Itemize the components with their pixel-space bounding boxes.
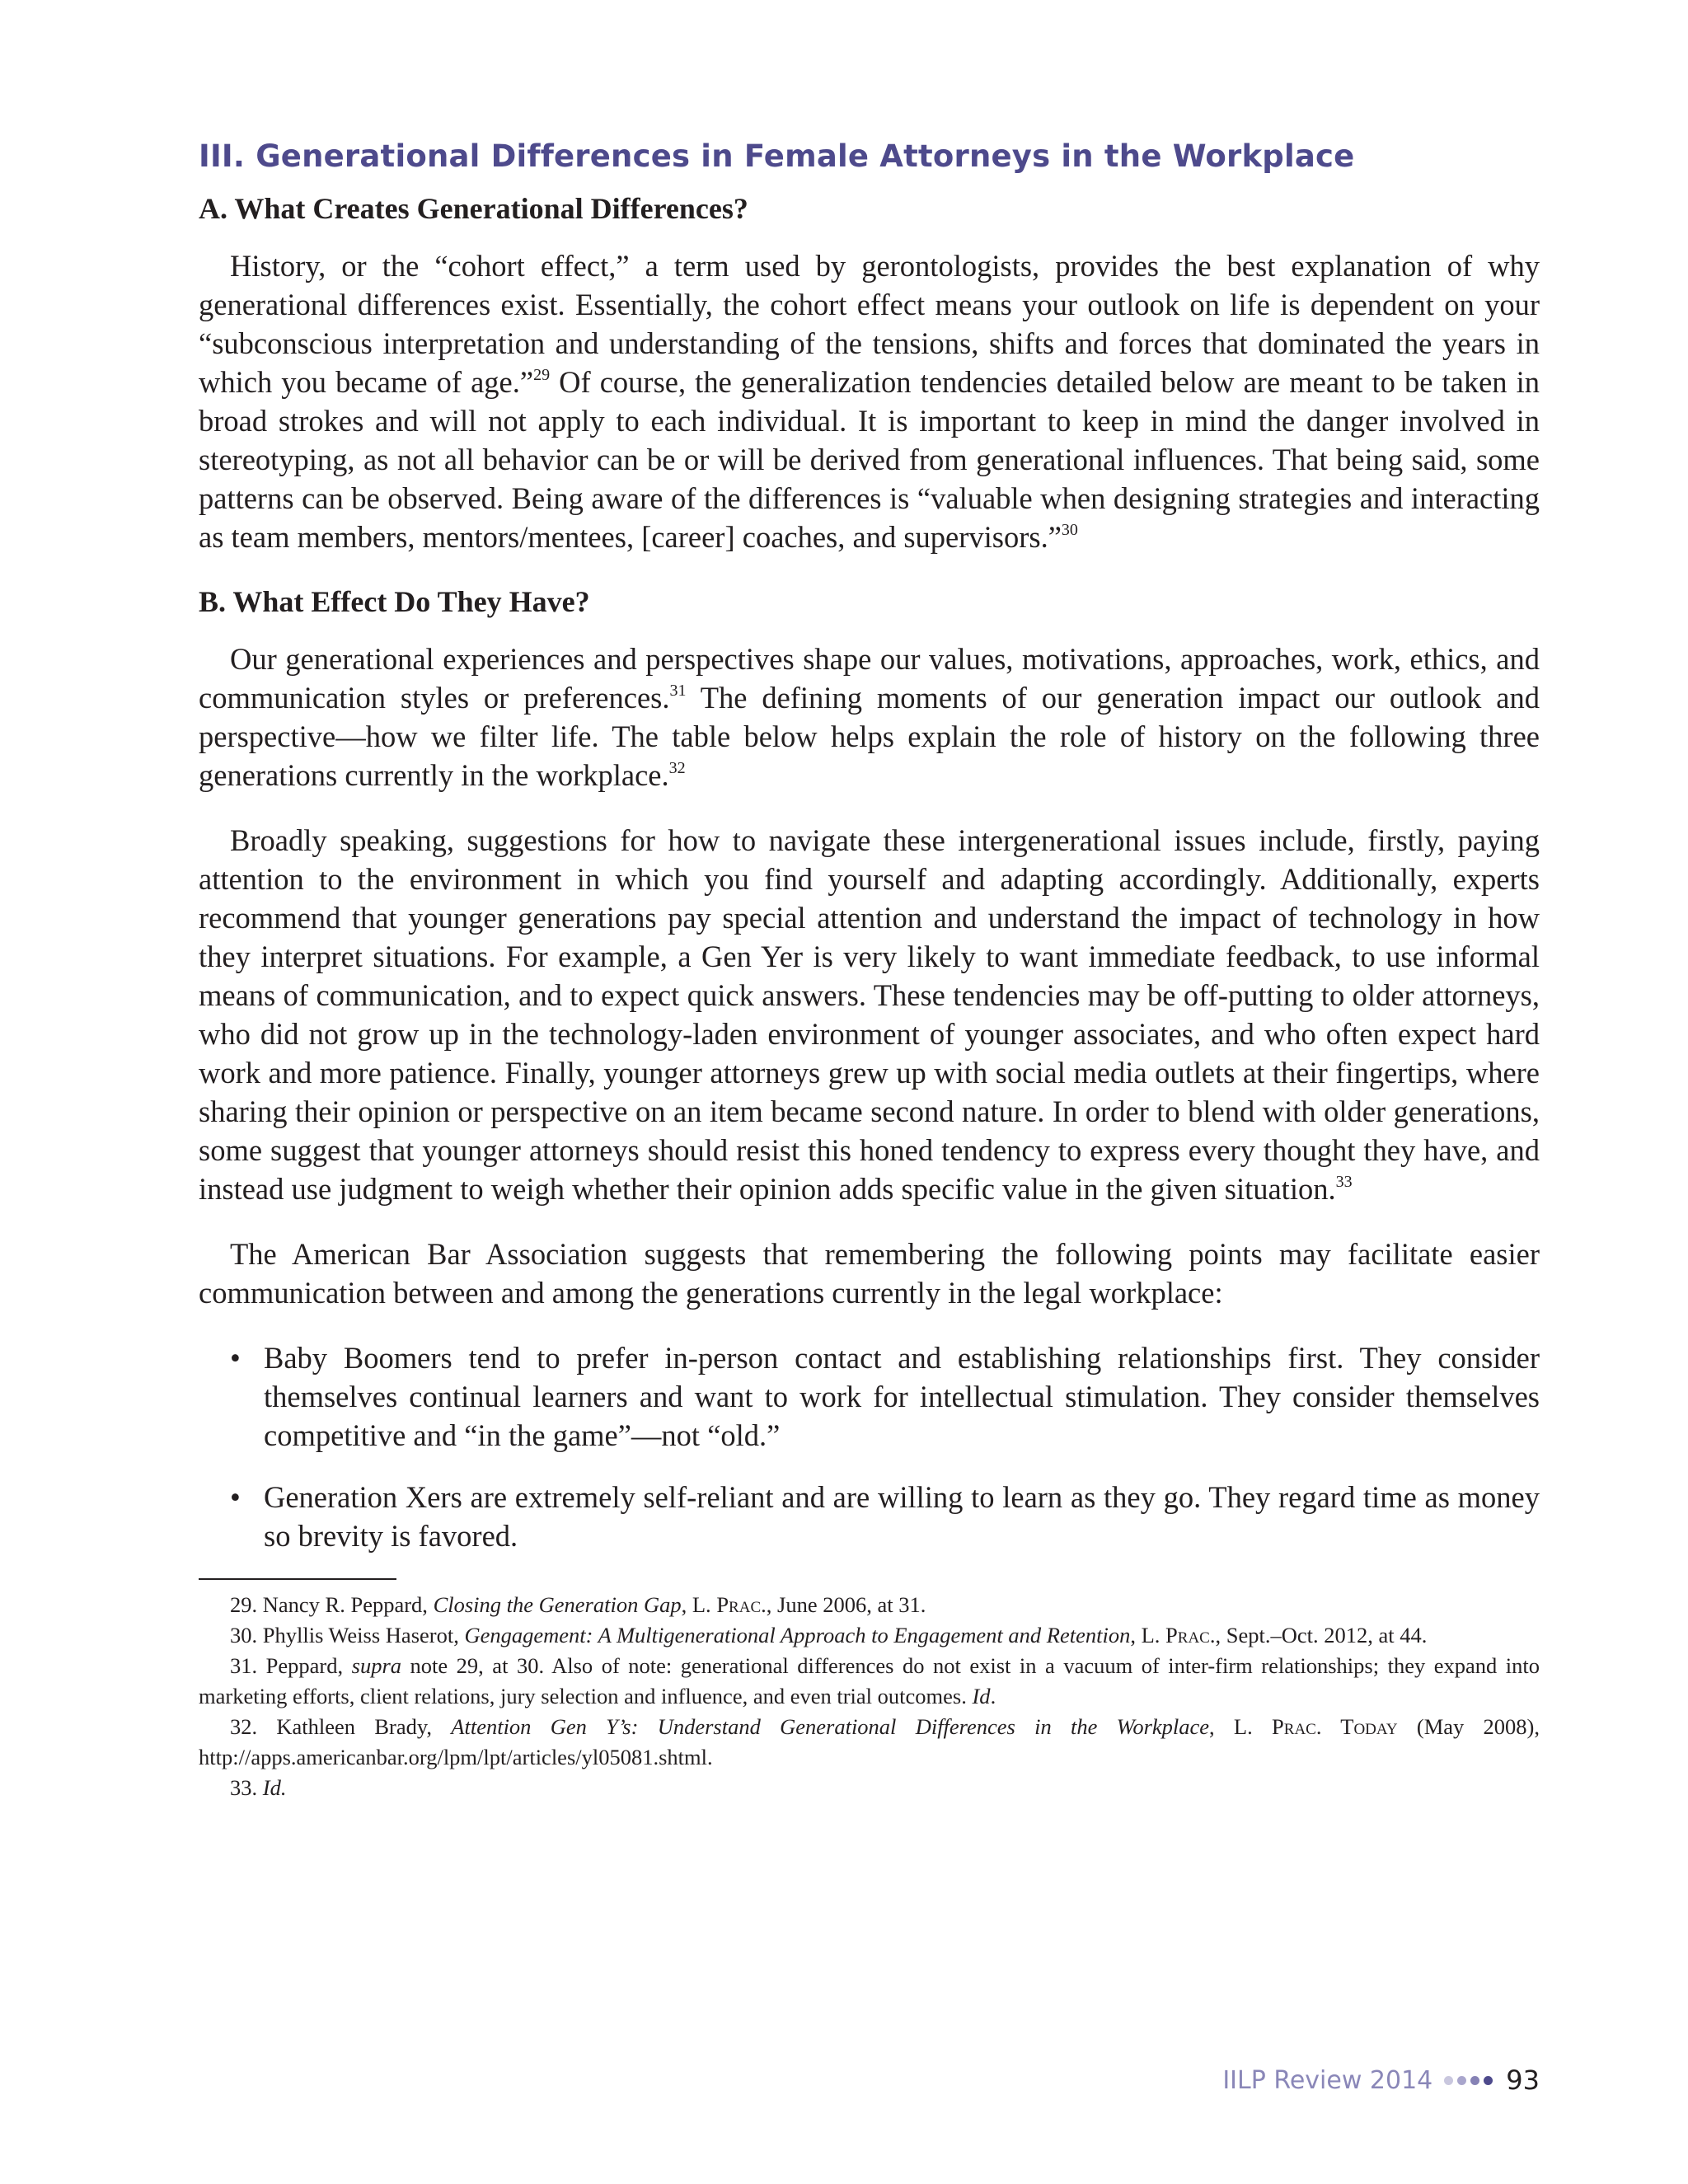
footnote-ref-33[interactable]: 33 — [1335, 1172, 1353, 1191]
dot-icon — [1457, 2076, 1466, 2085]
footer-dots-icon — [1444, 2076, 1493, 2085]
footnote-32: 32. Kathleen Brady, Attention Gen Y’s: Understand Generational Differences in the Workplace, L. Prac. Today (May 2008), http://apps.americanbar.org/lpm/lpt/articles/yl05081.shtml. — [199, 1713, 1540, 1769]
footnote-29: 29. Nancy R. Peppard, Closing the Generation Gap, L. Prac., June 2006, at 31. — [230, 1591, 926, 1617]
journal-title: IILP Review 2014 — [1222, 2065, 1433, 2095]
paragraph-b2: Broadly speaking, suggestions for how to navigate these intergenerational issues include, firstly, paying attention to the environment in which you find yourself and adapting accordingly. Additionally, experts recommend that younger generations pay special attention and understand the impact of technology in how they interpret situations. For example, a Gen Yer is very likely to want immediate feedback, to use informal means of communication, and to expect quick answers. These tendencies may be off-putting to older attorneys, who did not grow up in the technology-laden environment of younger associates, and who often expect hard work and more patience. Finally, younger attorneys grew up with social media outlets at their fingertips, where sharing their opinion or perspective on an item became second nature. In order to blend with older generations, some suggest that younger attorneys should resist this honed tendency to express every thought they have, and instead use judgment to weigh whether their opinion adds specific value in the given situation.$^{33}$ — [199, 823, 1540, 1206]
paragraph-a1: History, or the “cohort effect,” a term used by gerontologists, provides the best explanation of why generational differences exist. Essentially, the cohort effect means your outlook on life is dependent on your “subconscious interpretation and understanding of the tensions, shifts and forces that dominated the years in which you became of age.”$^{29}$ Of course, the generalization tendencies detailed below are meant to be taken in broad strokes and will not apply to each individual. It is important to keep in mind the danger involved in stereotyping, as not all behavior can be or will be derived from generational influences. That being said, some patterns can be observed. Being aware of the differences is “valuable when designing strategies and interacting as team members, mentors/mentees, [career] coaches, and supervisors.”$^{30}$ — [199, 249, 1540, 555]
list-item: • Generation Xers are extremely self-reliant and are willing to learn as they go. They regard time as money so brevity is favored. — [199, 1478, 1540, 1555]
subheading-b: B. What Effect Do They Have? — [199, 585, 590, 619]
footnote-ref-29[interactable]: 29 — [533, 366, 551, 385]
article-body — [199, 138, 1540, 1803]
footnote-ref-31[interactable]: 31 — [669, 681, 687, 700]
footnote-31: 31. Peppard, supra note 29, at 30. Also of note: generational differences do not exist in a vacuum of inter-firm relationships; they expand into marketing efforts, client relations, jury selection and influence, and even trial outcomes. Id. — [199, 1652, 1540, 1708]
footnote-ref-30[interactable]: 30 — [1061, 521, 1078, 540]
paragraph-b1: Our generational experiences and perspectives shape our values, motivations, approaches, work, ethics, and communication styles or preferences.$^{31}$ The defining moments of our generation impact our outlook and perspective—how we filter life. The table below helps explain the role of history on the following three generations currently in the workplace.$^{32}$ — [199, 641, 1540, 792]
subheading-a: A. What Creates Generational Differences? — [199, 192, 748, 226]
url-link[interactable]: (May 2008), http://apps.americanbar.org/lpm/lpt/articles/yl05081.shtml. — [199, 1713, 1540, 1769]
bullet-icon: • — [230, 1479, 241, 1514]
footnotes — [199, 1590, 1540, 1803]
bullet-icon: • — [230, 1340, 241, 1375]
list-item: • Baby Boomers tend to prefer in-person contact and establishing relationships first. They consider themselves continual learners and want to work for intellectual stimulation. They consider themselves competitive and “in the game”—not “old.” — [199, 1338, 1540, 1455]
footnote-33: 33. Id. — [230, 1774, 287, 1800]
paragraph-b3: The American Bar Association suggests that remembering the following points may facilitate easier communication between and among the generations currently in the legal workplace: — [199, 1236, 1540, 1310]
bullet-list — [199, 1338, 1540, 1555]
dot-icon — [1470, 2076, 1479, 2085]
dot-icon — [1444, 2076, 1453, 2085]
footnote-ref-32[interactable]: 32 — [668, 758, 686, 777]
page-number: 93 — [1506, 2064, 1540, 2096]
footnote-divider — [199, 1578, 396, 1580]
footnote-30: 30. Phyllis Weiss Haserot, Gengagement: A Multigenerational Approach to Engagement and Retention, L. Prac., Sept.–Oct. 2012, at 44. — [230, 1622, 1428, 1647]
dot-icon — [1484, 2076, 1493, 2085]
section-heading: III. Generational Differences in Female Attorneys in the Workplace — [199, 138, 1355, 174]
page-footer — [1222, 2064, 1540, 2096]
